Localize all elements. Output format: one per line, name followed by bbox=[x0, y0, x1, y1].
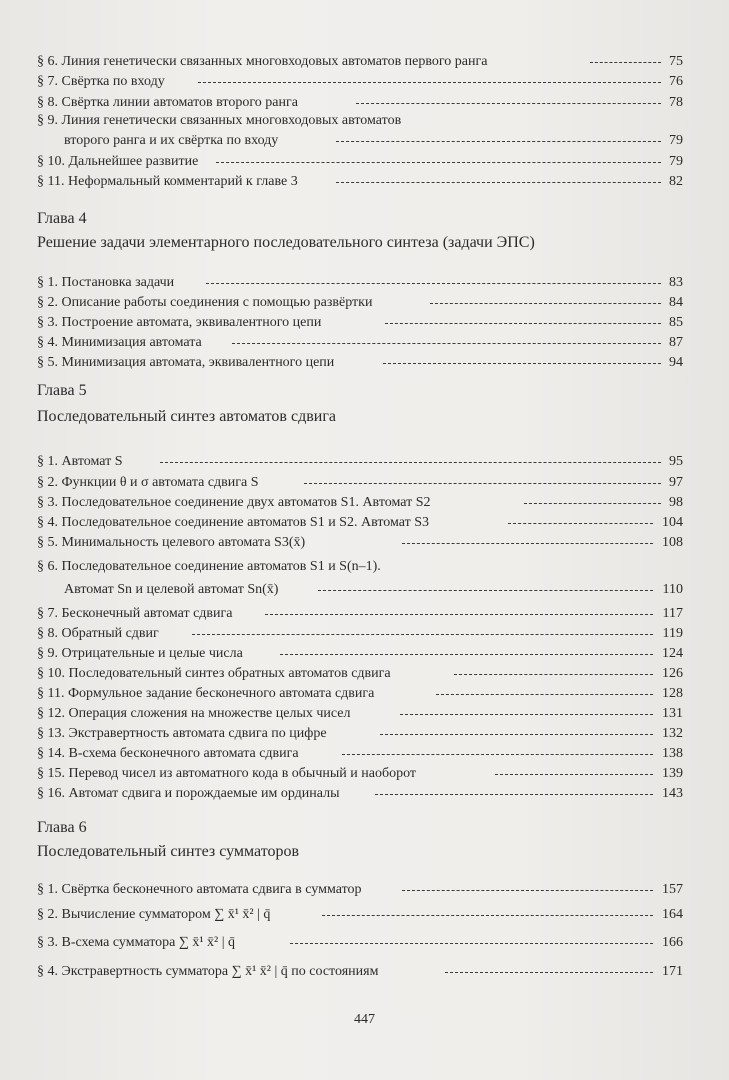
toc-entry[interactable] bbox=[37, 684, 683, 704]
toc-entry-title: § 4. Экстравертность сумматора ∑ x̄¹ x̄² | q̄ по состояниям bbox=[37, 964, 379, 979]
toc-entry[interactable] bbox=[37, 273, 683, 293]
toc-page-number: 117 bbox=[662, 606, 683, 621]
leader-dots bbox=[198, 82, 661, 83]
toc-page-number: 104 bbox=[662, 515, 683, 530]
toc-entry-title: § 15. Перевод чисел из автоматного кода в обычный и наоборот bbox=[37, 766, 417, 781]
leader-dots bbox=[400, 714, 653, 715]
toc-entry-title: § 13. Экстравертность автомата сдвига по цифре bbox=[37, 726, 327, 741]
leader-dots bbox=[160, 462, 661, 463]
toc-entry-title: § 5. Минимальность целевого автомата S3(x̄) bbox=[37, 535, 306, 550]
leader-dots bbox=[495, 774, 653, 775]
toc-entry[interactable] bbox=[37, 744, 683, 764]
toc-page-number: 97 bbox=[669, 475, 683, 490]
toc-entry-title: § 2. Описание работы соединения с помощью развёртки bbox=[37, 295, 373, 310]
chapter-title: Решение задачи элементарного последовательного синтеза (задачи ЭПС) bbox=[37, 234, 535, 251]
toc-entry[interactable] bbox=[37, 473, 683, 493]
toc-entry-title: § 16. Автомат сдвига и порождаемые им ординалы bbox=[37, 786, 340, 801]
page-number: 447 bbox=[354, 1012, 375, 1027]
toc-entry[interactable] bbox=[37, 111, 683, 131]
toc-entry-title: § 1. Автомат S bbox=[37, 454, 123, 469]
toc-page-number: 84 bbox=[669, 295, 683, 310]
toc-entry-title: § 9. Отрицательные и целые числа bbox=[37, 646, 243, 661]
toc-entry-title: § 1. Постановка задачи bbox=[37, 275, 175, 290]
toc-entry[interactable] bbox=[37, 72, 683, 92]
toc-page-number: 126 bbox=[662, 666, 683, 681]
toc-entry[interactable] bbox=[37, 533, 683, 553]
toc-page-number: 95 bbox=[669, 454, 683, 469]
leader-dots bbox=[342, 754, 653, 755]
chapter-heading: Глава 6 bbox=[37, 819, 87, 836]
toc-entry-title: § 1. Свёртка бесконечного автомата сдвига в сумматор bbox=[37, 882, 362, 897]
leader-dots bbox=[280, 654, 653, 655]
toc-entry-title: § 2. Функции θ и σ автомата сдвига S bbox=[37, 475, 259, 490]
toc-page-number: 79 bbox=[669, 154, 683, 169]
leader-dots bbox=[508, 523, 653, 524]
leader-dots bbox=[232, 343, 661, 344]
toc-entry-title: § 3. Построение автомата, эквивалентного цепи bbox=[37, 315, 322, 330]
toc-entry[interactable] bbox=[37, 580, 683, 600]
leader-dots bbox=[590, 62, 661, 63]
toc-entry-title: § 8. Свёртка линии автоматов второго ранга bbox=[37, 95, 298, 110]
leader-dots bbox=[524, 503, 661, 504]
toc-entry[interactable] bbox=[37, 172, 683, 192]
toc-entry-title: § 9. Линия генетически связанных многовходовых автоматов bbox=[37, 113, 402, 128]
leader-dots bbox=[192, 634, 653, 635]
toc-entry[interactable] bbox=[37, 131, 683, 151]
leader-dots bbox=[445, 972, 653, 973]
leader-dots bbox=[402, 543, 653, 544]
toc-entry[interactable] bbox=[37, 644, 683, 664]
toc-entry[interactable] bbox=[37, 664, 683, 684]
leader-dots bbox=[336, 182, 661, 183]
toc-page-number: 82 bbox=[669, 174, 683, 189]
leader-dots bbox=[216, 162, 661, 163]
toc-entry-title: второго ранга и их свёртка по входу bbox=[64, 133, 279, 148]
leader-dots bbox=[318, 590, 653, 591]
toc-entry-title: § 8. Обратный сдвиг bbox=[37, 626, 159, 641]
toc-entry[interactable] bbox=[37, 880, 683, 900]
chapter-heading: Глава 4 bbox=[37, 210, 87, 227]
leader-dots bbox=[336, 141, 661, 142]
toc-page-number: 132 bbox=[662, 726, 683, 741]
toc-entry[interactable] bbox=[37, 764, 683, 784]
leader-dots bbox=[265, 614, 653, 615]
chapter-heading: Глава 5 bbox=[37, 382, 87, 399]
toc-page-number: 87 bbox=[669, 335, 683, 350]
toc-entry[interactable] bbox=[37, 905, 683, 925]
toc-page-number: 83 bbox=[669, 275, 683, 290]
toc-page-number: 75 bbox=[669, 54, 683, 69]
leader-dots bbox=[385, 323, 661, 324]
leader-dots bbox=[454, 674, 653, 675]
toc-entry[interactable] bbox=[37, 93, 683, 113]
toc-entry-title: § 2. Вычисление сумматором ∑ x̄¹ x̄² | q̄ bbox=[37, 907, 271, 922]
toc-entry[interactable] bbox=[37, 452, 683, 472]
leader-dots bbox=[322, 915, 653, 916]
toc-entry[interactable] bbox=[37, 353, 683, 373]
toc-entry-title: § 3. Последовательное соединение двух автоматов S1. Автомат S2 bbox=[37, 495, 431, 510]
toc-page-number: 157 bbox=[662, 882, 683, 897]
chapter-title: Последовательный синтез автоматов сдвига bbox=[37, 408, 336, 425]
toc-page-number: 138 bbox=[662, 746, 683, 761]
toc-entry-title: § 6. Последовательное соединение автоматов S1 и S(n–1). bbox=[37, 559, 381, 574]
toc-entry-title: § 4. Последовательное соединение автоматов S1 и S2. Автомат S3 bbox=[37, 515, 430, 530]
toc-entry[interactable] bbox=[37, 604, 683, 624]
leader-dots bbox=[356, 103, 661, 104]
toc-entry-title: § 5. Минимизация автомата, эквивалентного цепи bbox=[37, 355, 335, 370]
toc-entry[interactable] bbox=[37, 493, 683, 513]
toc-entry[interactable] bbox=[37, 333, 683, 353]
toc-page-number: 78 bbox=[669, 95, 683, 110]
toc-page-number: 98 bbox=[669, 495, 683, 510]
toc-page-number: 108 bbox=[662, 535, 683, 550]
toc-page-number: 164 bbox=[662, 907, 683, 922]
toc-entry-title: § 14. B-схема бесконечного автомата сдвига bbox=[37, 746, 299, 761]
toc-page-number: 76 bbox=[669, 74, 683, 89]
toc-entry-title: § 10. Последовательный синтез обратных автоматов сдвига bbox=[37, 666, 391, 681]
toc-page-number: 85 bbox=[669, 315, 683, 330]
leader-dots bbox=[290, 943, 653, 944]
toc-page-number: 128 bbox=[662, 686, 683, 701]
toc-entry[interactable] bbox=[37, 724, 683, 744]
toc-entry-title: § 7. Свёртка по входу bbox=[37, 74, 165, 89]
leader-dots bbox=[304, 483, 661, 484]
toc-entry-title: § 11. Формульное задание бесконечного автомата сдвига bbox=[37, 686, 375, 701]
toc-entry[interactable] bbox=[37, 513, 683, 533]
toc-page-number: 79 bbox=[669, 133, 683, 148]
toc-entry-title: § 7. Бесконечный автомат сдвига bbox=[37, 606, 233, 621]
toc-entry-title: Автомат Sn и целевой автомат Sn(x̄) bbox=[64, 582, 279, 597]
toc-entry[interactable] bbox=[37, 624, 683, 644]
toc-entry-title: § 11. Неформальный комментарий к главе 3 bbox=[37, 174, 298, 189]
leader-dots bbox=[206, 283, 661, 284]
toc-entry[interactable] bbox=[37, 152, 683, 172]
toc-entry[interactable] bbox=[37, 313, 683, 333]
toc-entry[interactable] bbox=[37, 962, 683, 982]
toc-page-number: 110 bbox=[662, 582, 683, 597]
toc-entry-title: § 4. Минимизация автомата bbox=[37, 335, 202, 350]
toc-page-number: 119 bbox=[662, 626, 683, 641]
toc-page-number: 143 bbox=[662, 786, 683, 801]
toc-entry-title: § 6. Линия генетически связанных многовходовых автоматов первого ранга bbox=[37, 54, 488, 69]
toc-page-number: 166 bbox=[662, 935, 683, 950]
leader-dots bbox=[375, 794, 653, 795]
toc-entry[interactable] bbox=[37, 293, 683, 313]
toc-page-number: 131 bbox=[662, 706, 683, 721]
leader-dots bbox=[430, 303, 661, 304]
toc-page-number: 171 bbox=[662, 964, 683, 979]
leader-dots bbox=[380, 734, 653, 735]
leader-dots bbox=[383, 363, 661, 364]
leader-dots bbox=[402, 890, 653, 891]
toc-entry[interactable] bbox=[37, 52, 683, 72]
toc-entry-title: § 3. B-схема сумматора ∑ x̄¹ x̄² | q̄ bbox=[37, 935, 236, 950]
leader-dots bbox=[436, 694, 653, 695]
toc-entry[interactable] bbox=[37, 557, 683, 577]
toc-page-number: 139 bbox=[662, 766, 683, 781]
toc-entry-title: § 12. Операция сложения на множестве целых чисел bbox=[37, 706, 351, 721]
toc-entry[interactable] bbox=[37, 704, 683, 724]
chapter-title: Последовательный синтез сумматоров bbox=[37, 843, 300, 860]
toc-entry-title: § 10. Дальнейшее развитие bbox=[37, 154, 199, 169]
toc-entry[interactable] bbox=[37, 784, 683, 804]
toc-page-number: 94 bbox=[669, 355, 683, 370]
toc-entry[interactable] bbox=[37, 933, 683, 953]
toc-page-number: 124 bbox=[662, 646, 683, 661]
